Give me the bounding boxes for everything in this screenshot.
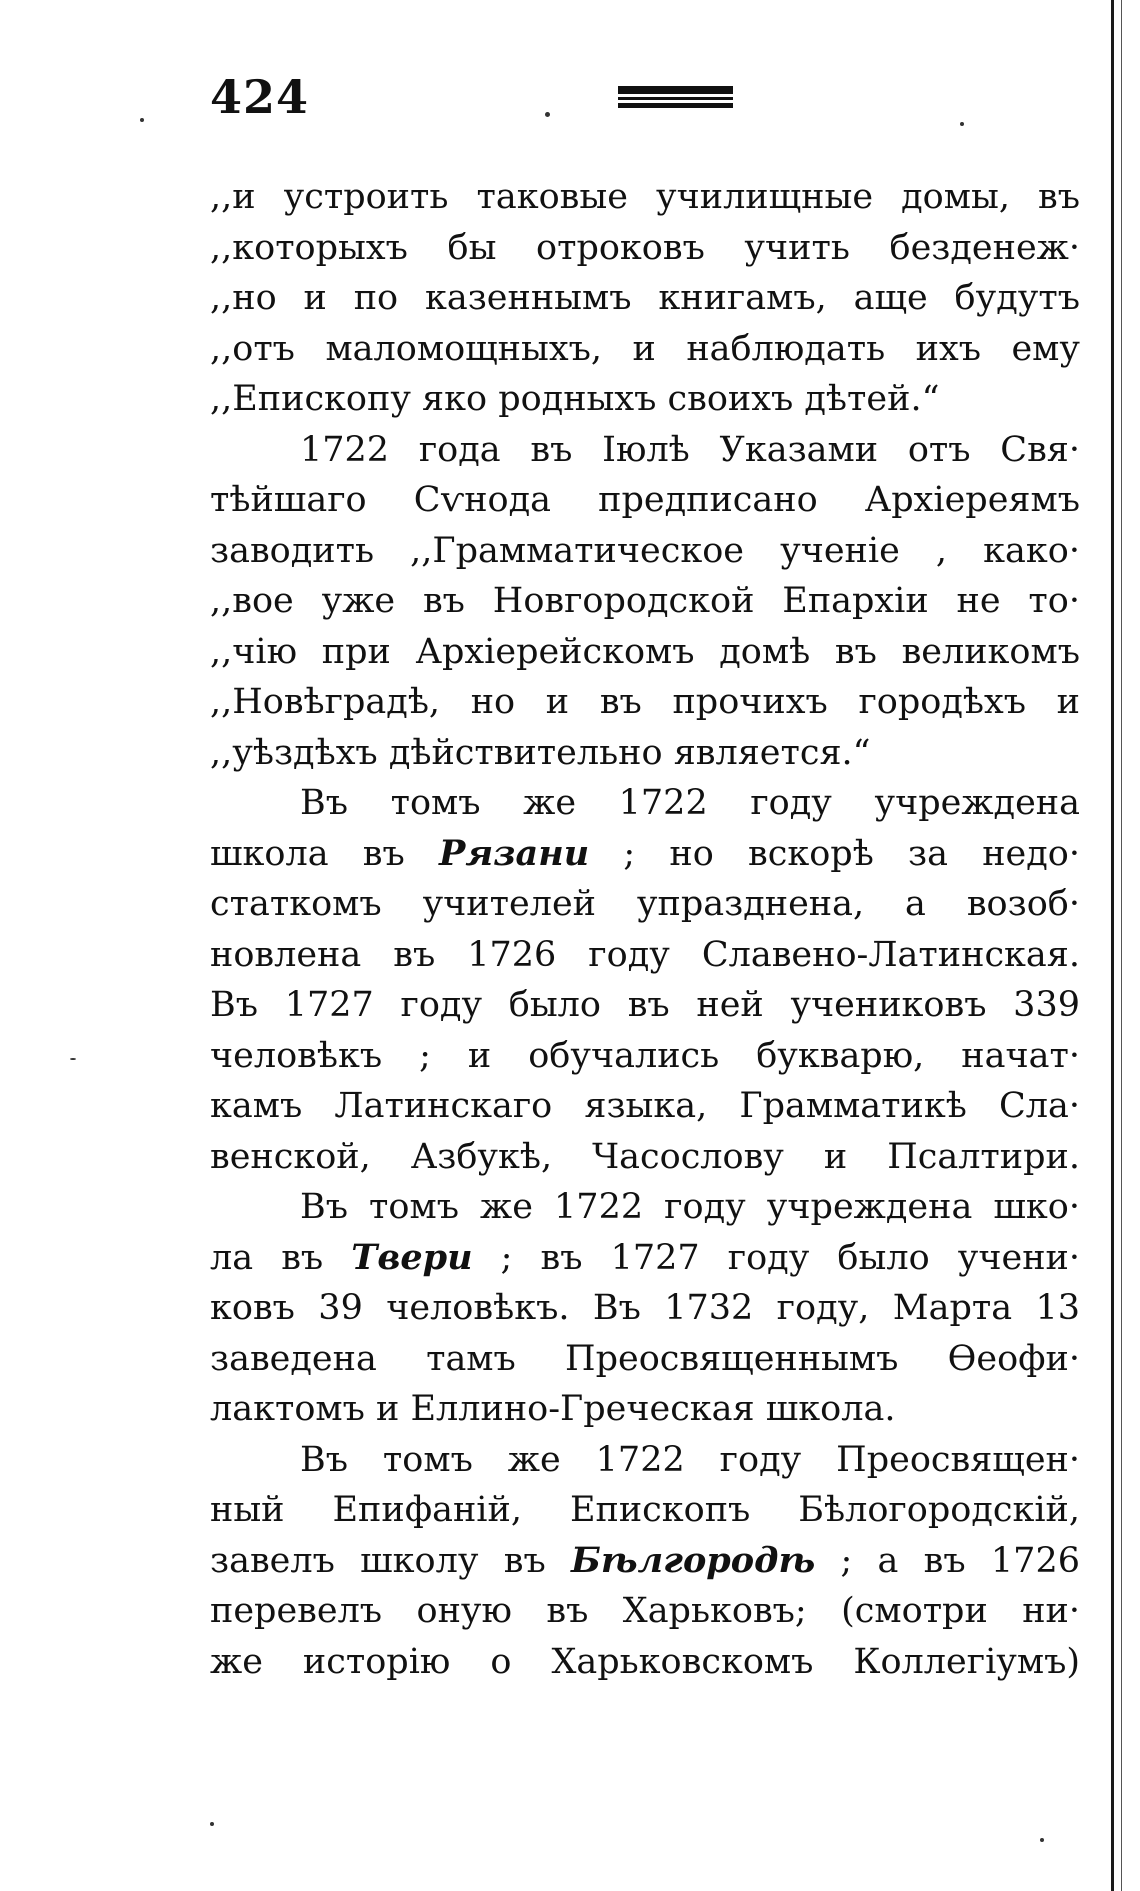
page-number: 424 xyxy=(210,70,310,124)
text-segment: школа въ xyxy=(210,833,440,874)
text-segment: ла въ xyxy=(210,1237,352,1278)
text-line: камъ Латинскаго языка, Грамматикѣ Сла· xyxy=(210,1086,1080,1126)
ornament-rule-thick xyxy=(618,86,733,94)
text-segment: ; въ 1727 году было учени· xyxy=(472,1237,1080,1278)
text-line: ,,чію при Архіерейскомъ домѣ въ великомъ xyxy=(210,631,1080,672)
speck xyxy=(210,1822,214,1826)
text-line: венской, Азбукѣ, Часослову и Псалтири. xyxy=(210,1136,1080,1177)
text-line: заводить ,,Грамматическое ученіе , како· xyxy=(210,530,1080,571)
place-name-italic: Рязани xyxy=(439,832,590,874)
speck xyxy=(140,118,144,122)
ornament-rule-thin xyxy=(618,97,733,100)
text-line xyxy=(210,829,1080,880)
page-header xyxy=(210,70,1070,130)
text-line: перевелъ оную въ Харьковъ; (смотри ни· xyxy=(210,1591,1080,1631)
header-ornament xyxy=(618,86,733,108)
text-line: ,,но и по казеннымъ книгамъ, аще будутъ xyxy=(210,278,1080,318)
text-line: лактомъ и Еллино-Греческая школа. xyxy=(210,1389,896,1429)
text-line: ковъ 39 человѣкъ. Въ 1732 году, Марта 13 xyxy=(210,1288,1080,1328)
text-line: Въ томъ же 1722 году учреждена xyxy=(300,783,1080,823)
text-line: ,,вое уже въ Новгородской Епархіи не то· xyxy=(210,581,1080,621)
page-edge-line xyxy=(1121,0,1122,1891)
text-segment: ; но вскорѣ за недо· xyxy=(589,833,1080,874)
ornament-rule-medium xyxy=(618,103,733,108)
place-name-italic: Бѣлгородѣ xyxy=(570,1539,816,1581)
place-name-italic: Твери xyxy=(351,1236,473,1278)
text-line: Въ томъ же 1722 году Преосвящен· xyxy=(300,1439,1080,1480)
body-text xyxy=(210,172,1080,1687)
text-line: Въ 1727 году было въ ней учениковъ 339 xyxy=(210,985,1080,1025)
speck xyxy=(960,122,964,126)
text-line: ,,и устроить таковые училищные домы, въ xyxy=(210,177,1080,217)
text-line: ный Епифаній, Епископъ Бѣлогородскій, xyxy=(210,1490,1080,1530)
text-line: ,,которыхъ бы отроковъ учить безденеж· xyxy=(210,227,1080,268)
text-segment: ; а въ 1726 xyxy=(815,1540,1080,1581)
text-line xyxy=(210,1233,1080,1284)
text-line: ,,Новѣградѣ, но и въ прочихъ городѣхъ и xyxy=(210,682,1080,722)
text-line: человѣкъ ; и обучались букварю, начат· xyxy=(210,1035,1080,1076)
text-line xyxy=(210,1536,1080,1587)
text-line: новлена въ 1726 году Славено-Латинская. xyxy=(210,934,1080,975)
text-line: ,,отъ маломощныхъ, и наблюдать ихъ ему xyxy=(210,328,1080,369)
text-line: тѣйшаго Сѵнода предписано Архіереямъ xyxy=(210,480,1080,520)
speck xyxy=(70,1058,76,1060)
page-edge-shadow xyxy=(1111,0,1114,1891)
text-line: заведена тамъ Преосвященнымъ Ѳеофи· xyxy=(210,1338,1080,1379)
text-line: ,,Епископу яко родныхъ своихъ дѣтей.“ xyxy=(210,379,940,419)
speck xyxy=(1040,1838,1044,1842)
text-line: же исторію о Харьковскомъ Коллегіумъ) xyxy=(210,1641,1080,1682)
text-line: ,,уѣздѣхъ дѣйствительно является.“ xyxy=(210,732,871,773)
speck xyxy=(545,112,550,117)
text-line: Въ томъ же 1722 году учреждена шко· xyxy=(300,1187,1080,1227)
text-segment: завелъ школу въ xyxy=(210,1540,571,1581)
text-line: 1722 года въ Іюлѣ Указами отъ Свя· xyxy=(300,429,1080,470)
text-line: статкомъ учителей упразднена, а возоб· xyxy=(210,884,1080,924)
